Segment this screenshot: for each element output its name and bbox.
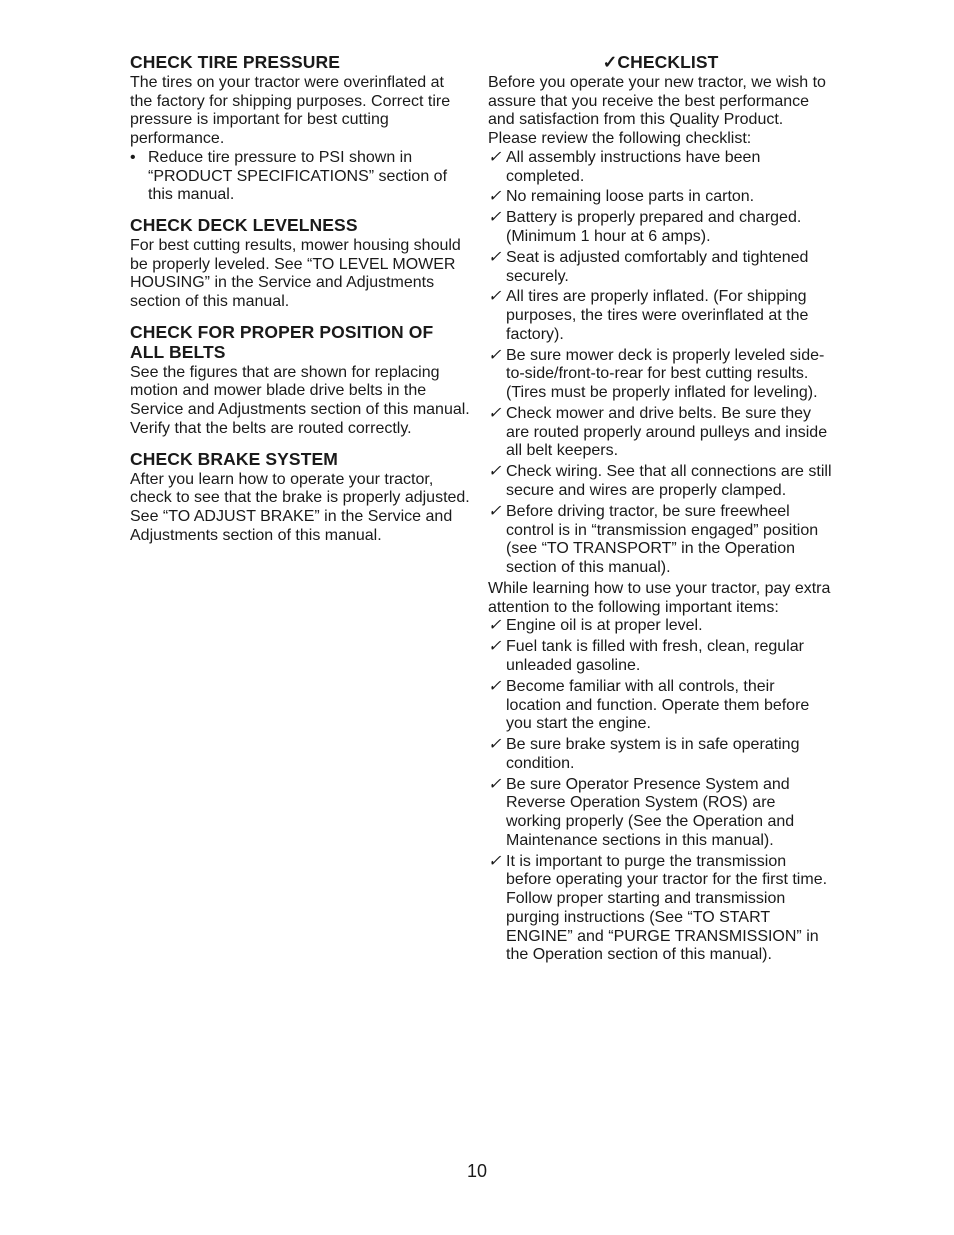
checklist-item bbox=[488, 463, 833, 500]
list-item bbox=[130, 149, 470, 205]
section-heading-deck-levelness: CHECK DECK LEVELNESS bbox=[130, 214, 358, 235]
checklist-middle-text: While learning how to use your tractor, pay extra attention to the following important items: bbox=[488, 579, 831, 616]
check-mark-icon: ✓ bbox=[488, 677, 502, 695]
checklist-item-text: Battery is properly prepared and charged. (Minimum 1 hour at 6 amps). bbox=[506, 209, 802, 245]
check-mark-icon: ✓ bbox=[488, 405, 502, 423]
bullet-mark: • bbox=[130, 148, 136, 166]
checklist-item bbox=[488, 347, 833, 403]
check-mark-icon: ✓ bbox=[488, 288, 502, 306]
checklist-intro: Before you operate your new tractor, we wish to assure that you receive the best performance and satisfaction from this Quality Product. bbox=[488, 74, 826, 129]
checklist-item-text: Fuel tank is filled with fresh, clean, regular unleaded gasoline. bbox=[506, 638, 804, 674]
bullet-text: Reduce tire pressure to PSI shown in “PRODUCT SPECIFICATIONS” section of this manual. bbox=[148, 148, 448, 204]
checklist-item bbox=[488, 405, 833, 461]
checklist-item bbox=[488, 853, 833, 965]
checklist-item bbox=[488, 678, 833, 734]
section-text-belts: See the figures that are shown for replacing motion and mower blade drive belts in the Service and Adjustments section of this manual. Verify that the belts are routed correctly. bbox=[130, 363, 470, 437]
checklist-item-text: Become familiar with all controls, their location and function. Operate them before you start the engine. bbox=[506, 677, 810, 733]
checklist-item-text: Engine oil is at proper level. bbox=[506, 617, 703, 635]
checklist-secondary bbox=[488, 617, 833, 965]
check-mark-icon: ✓ bbox=[488, 248, 502, 266]
checklist-item bbox=[488, 188, 833, 207]
checklist-primary bbox=[488, 149, 833, 578]
checklist-item-text: Be sure Operator Presence System and Reverse Operation System (ROS) are working properly (See the Operation and Maintenance sections in this manual). bbox=[506, 775, 795, 849]
checklist-heading: ✓CHECKLIST bbox=[602, 52, 719, 72]
section-heading-brake-system: CHECK BRAKE SYSTEM bbox=[130, 448, 338, 469]
checklist-item-text: Be sure brake system is in safe operating condition. bbox=[506, 736, 800, 772]
checklist-item-text: No remaining loose parts in carton. bbox=[506, 188, 755, 206]
checklist-item bbox=[488, 638, 833, 675]
section-text-tire-pressure: The tires on your tractor were overinflated at the factory for shipping purposes. Correct tire pressure is important for best cutting performance. bbox=[130, 74, 451, 148]
checklist-item-text: All tires are properly inflated. (For shipping purposes, the tires were overinflated at the factory). bbox=[506, 288, 809, 343]
check-mark-icon: ✓ bbox=[488, 209, 502, 227]
section-text-deck-levelness: For best cutting results, mower housing should be properly leveled. See “TO LEVEL MOWER HOUSING” in the Service and Adjustments section of this manual. bbox=[130, 236, 461, 311]
page-number: 10 bbox=[466, 1161, 488, 1181]
checklist-item bbox=[488, 617, 833, 636]
check-mark-icon: ✓ bbox=[488, 736, 502, 754]
checklist-item-text: Seat is adjusted comfortably and tightened securely. bbox=[506, 248, 809, 285]
checklist-item bbox=[488, 503, 833, 578]
check-mark-icon: ✓ bbox=[488, 502, 502, 520]
checklist-item bbox=[488, 149, 833, 186]
check-mark-icon: ✓ bbox=[488, 188, 502, 206]
checklist-intro-2: Please review the following checklist: bbox=[488, 130, 752, 148]
check-mark-icon: ✓ bbox=[488, 463, 502, 481]
check-mark-icon: ✓ bbox=[488, 617, 502, 635]
bullet-list bbox=[130, 149, 470, 205]
checklist-item bbox=[488, 736, 833, 773]
checklist-item-text: Check mower and drive belts. Be sure they are routed properly around pulleys and inside all belt keepers. bbox=[506, 405, 828, 460]
section-heading-belts: CHECK FOR PROPER POSITION OF ALL BELTS bbox=[130, 321, 434, 362]
checklist-item-text: Check wiring. See that all connections are still secure and wires are properly clamped. bbox=[506, 463, 832, 500]
section-heading-tire-pressure: CHECK TIRE PRESSURE bbox=[130, 52, 340, 72]
checklist-item bbox=[488, 288, 833, 344]
checklist-item-text: Be sure mower deck is properly leveled side-to-side/front-to-rear for best cutting results. (Tires must be properly inflated for leveling). bbox=[506, 346, 825, 402]
left-column bbox=[130, 52, 470, 545]
checklist-item-text: Before driving tractor, be sure freewheel control is in “transmission engaged” position (see “TO TRANSPORT” in the Operation section of this manual). bbox=[506, 502, 819, 577]
right-column bbox=[488, 52, 833, 967]
checklist-item-text: It is important to purge the transmission before operating your tractor for the first time. Follow proper starting and transmission purging instructions (See “TO START ENGINE” and “PURGE TRANSMISSION” in the Operation section of this manual). bbox=[506, 852, 828, 964]
check-mark-icon: ✓ bbox=[488, 638, 502, 656]
check-mark-icon: ✓ bbox=[488, 148, 502, 166]
checklist-item bbox=[488, 209, 833, 246]
section-text-brake-system: After you learn how to operate your tractor, check to see that the brake is properly adjusted. See “TO ADJUST BRAKE” in the Service and Adjustments section of this manual. bbox=[130, 470, 470, 544]
check-mark-icon: ✓ bbox=[488, 346, 502, 364]
check-mark-icon: ✓ bbox=[488, 852, 502, 870]
checklist-item bbox=[488, 249, 833, 286]
checklist-item-text: All assembly instructions have been completed. bbox=[506, 148, 761, 185]
check-mark-icon: ✓ bbox=[488, 775, 502, 793]
checklist-item bbox=[488, 776, 833, 851]
